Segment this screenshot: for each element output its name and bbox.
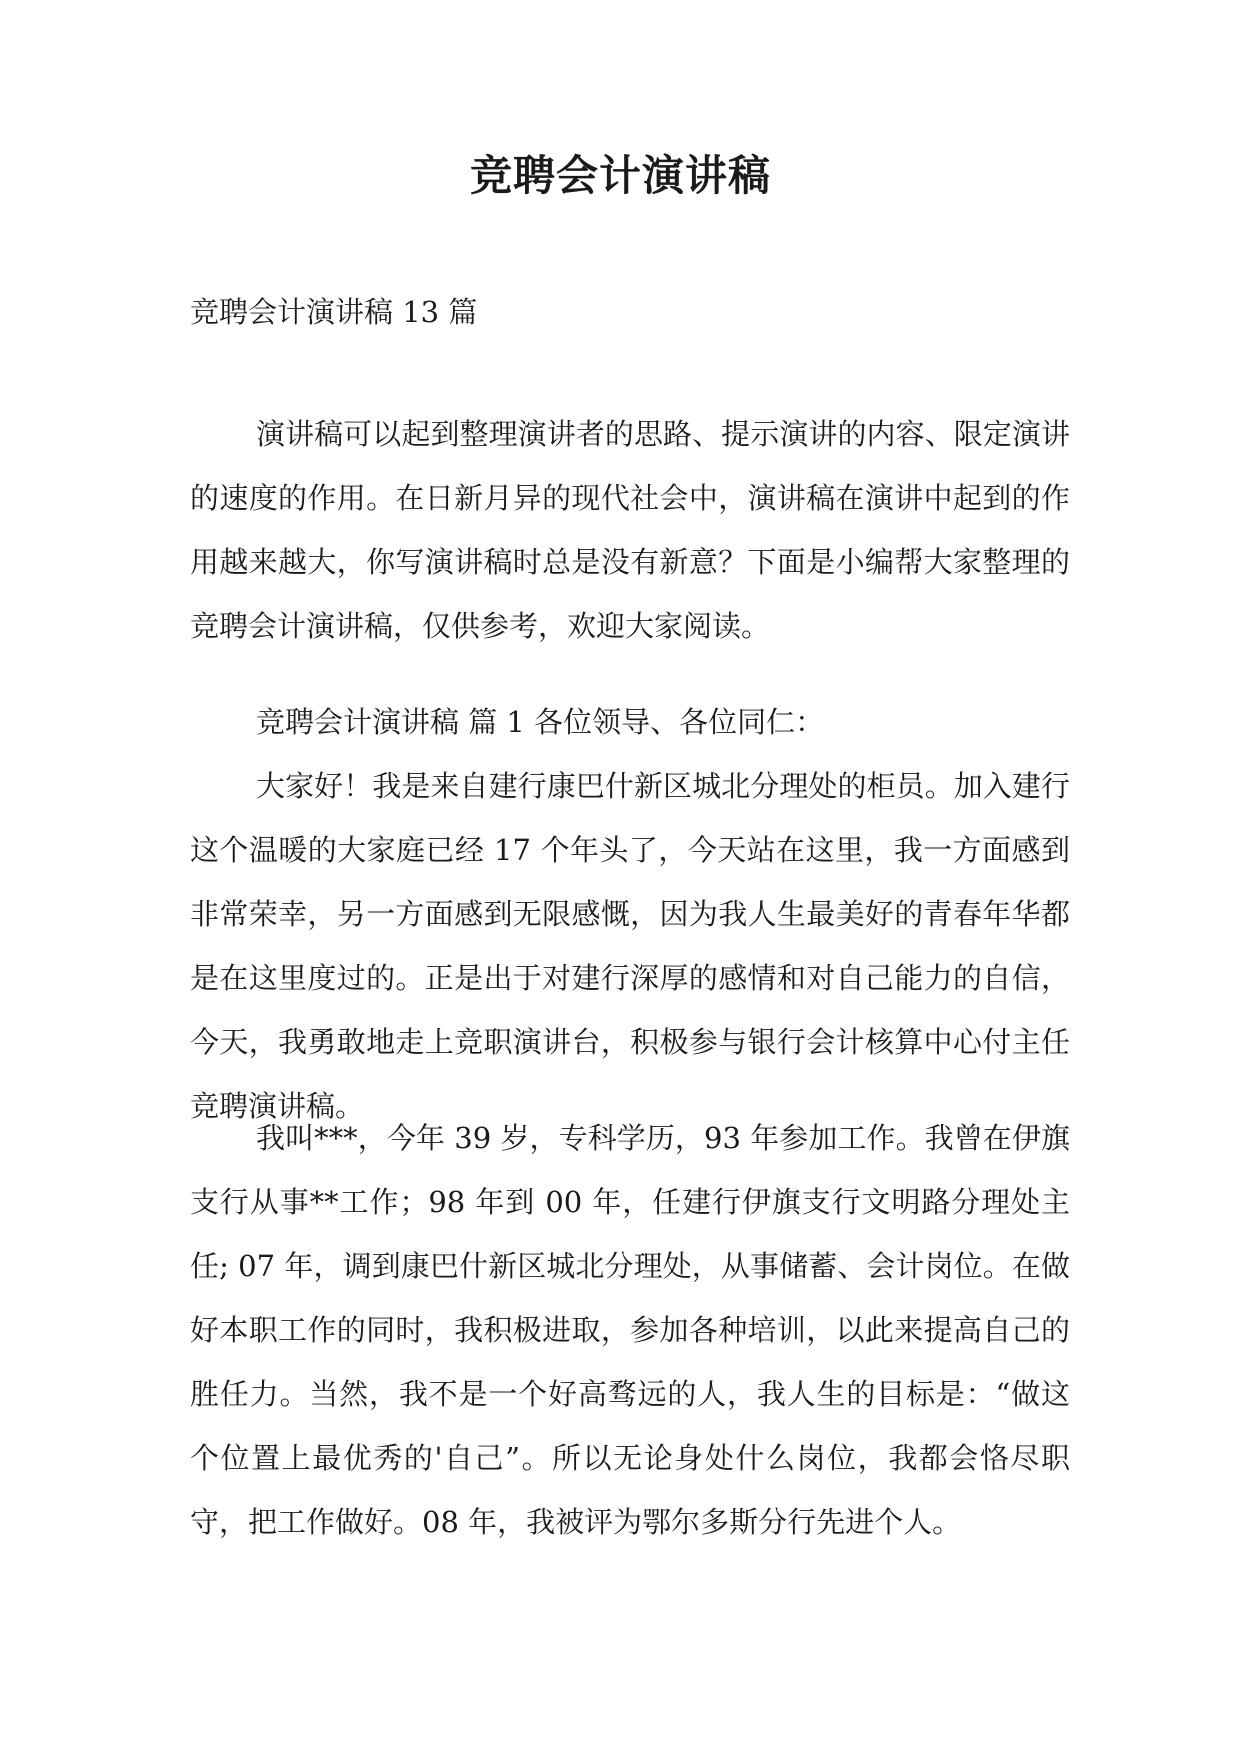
paragraph-greeting: 大家好！我是来自建行康巴什新区城北分理处的柜员。加入建行这个温暖的大家庭已经 17 个年头了，今天站在这里，我一方面感到非常荣幸，另一方面感到无限感慨，因为我人生最美好的青春年华都是在这里度过的。正是出于对建行深厚的感情和对自己能力的自信，今天，我勇敢地走上竞职演讲台，积极参与银行会计核算中心付主任竞聘演讲稿。 (190, 769, 1070, 1123)
paragraph-intro: 演讲稿可以起到整理演讲者的思路、提示演讲的内容、限定演讲的速度的作用。在日新月异的现代社会中，演讲稿在演讲中起到的作用越来越大，你写演讲稿时总是没有新意？下面是小编帮大家整理的竞聘会计演讲稿，仅供参考，欢迎大家阅读。 (190, 417, 1070, 643)
paragraph-speech-heading: 竞聘会计演讲稿 篇 1 各位领导、各位同仁： (256, 705, 825, 739)
document-title: 竞聘会计演讲稿 (469, 151, 771, 200)
document-subtitle: 竞聘会计演讲稿 13 篇 (190, 295, 478, 329)
paragraph-self-introduction: 我叫***，今年 39 岁，专科学历，93 年参加工作。我曾在伊旗支行从事**工作；98 年到 00 年，任建行伊旗支行文明路分理处主任; 07 年，调到康巴什新区城北分理处，从事储蓄、会计岗位。在做好本职工作的同时，我积极进取，参加各种培训，以此来提高自己的胜任力。当然，我不是一个好高骛远的人，我人生的目标是：“做这个位置上最优秀的'自己”。所以无论身处什么岗位，我都会恪尽职守，把工作做好。08 年，我被评为鄂尔多斯分行先进个人。 (190, 1121, 1070, 1539)
